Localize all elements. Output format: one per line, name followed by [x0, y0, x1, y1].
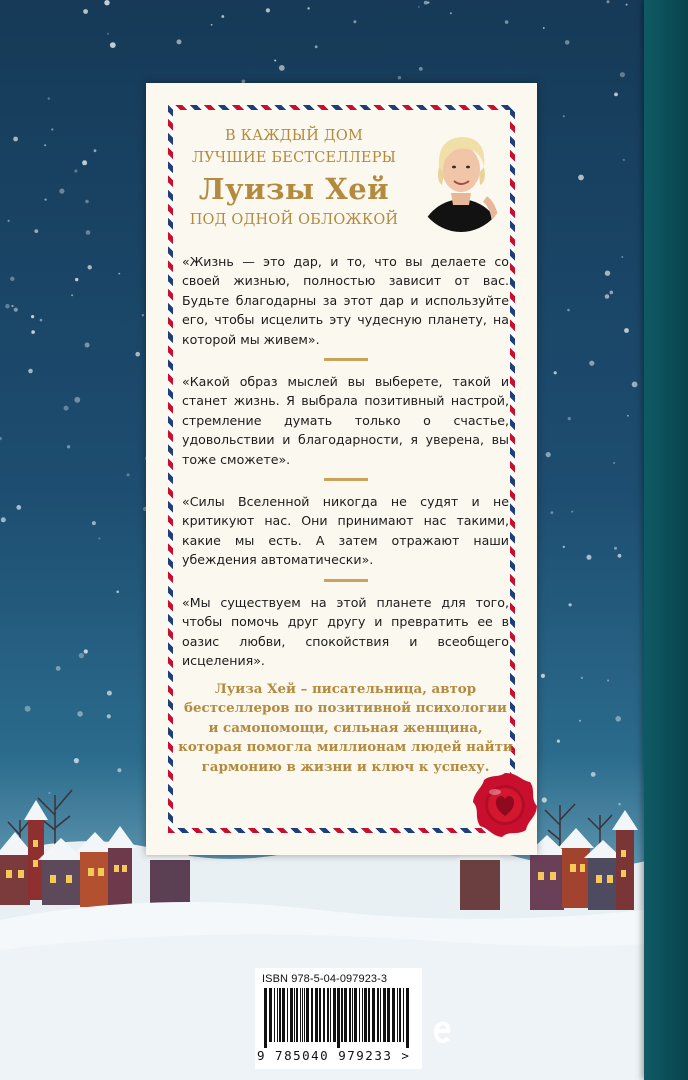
barcode-bars — [262, 988, 414, 1048]
header-line-3: ПОД ОДНОЙ ОБЛОЖКОЙ — [189, 212, 399, 228]
stamp-card — [146, 83, 537, 855]
author-portrait — [411, 123, 511, 233]
gold-divider — [324, 579, 368, 582]
header-line-1: В КАЖДЫЙ ДОМ — [225, 128, 363, 144]
wax-seal-heart-icon — [470, 770, 540, 840]
card-content — [178, 115, 513, 823]
gold-divider — [324, 478, 368, 481]
quote-1: «Жизнь — это дар, и то, что вы делаете со своей жизнью, полностью зависит от вас. Будьте благодарны за этот дар и используйте его, чтобы исцелить эту чудесную планету, на которой мы живем». — [182, 254, 509, 347]
quote-3: «Силы Вселенной никогда не судят и не критикуют нас. Они принимают нас такими, какие мы есть. А затем отражают наши убеждения автоматически». — [182, 494, 509, 568]
header-line-2: ЛУЧШИЕ БЕСТСЕЛЛЕРЫ — [191, 150, 397, 166]
quote-4: «Мы существуем на этой планете для того, чтобы помочь друг другу и превратить ее в оазис любви, спокойствия и всеобщего исцеления». — [182, 594, 509, 668]
barcode-digits: 9 785040 979233 > — [257, 1048, 411, 1063]
gold-divider — [324, 358, 368, 361]
barcode-label — [255, 968, 422, 1069]
spine-band — [644, 0, 688, 1080]
quote-2: «Какой образ мыслей вы выберете, такой и станет жизнь. Я выбрала позитивный настрой, стремление думать только о счастье, удовольствии и благодарности, я уверена, вы тоже сможете». — [182, 374, 509, 467]
isbn-text: ISBN 978-5-04-097923-3 — [262, 973, 388, 985]
quotes-list — [182, 252, 509, 670]
publisher-logo-icon — [431, 1018, 453, 1046]
author-name: Луизы Хей — [198, 172, 390, 206]
author-bio: Луиза Хей – писательница, автор бестселлеров по позитивной психологии и самопомощи, сильная женщина, которая помогла миллионам людей найти гармонию в жизни и ключ к успеху. — [178, 681, 513, 775]
cover-header — [178, 125, 410, 231]
